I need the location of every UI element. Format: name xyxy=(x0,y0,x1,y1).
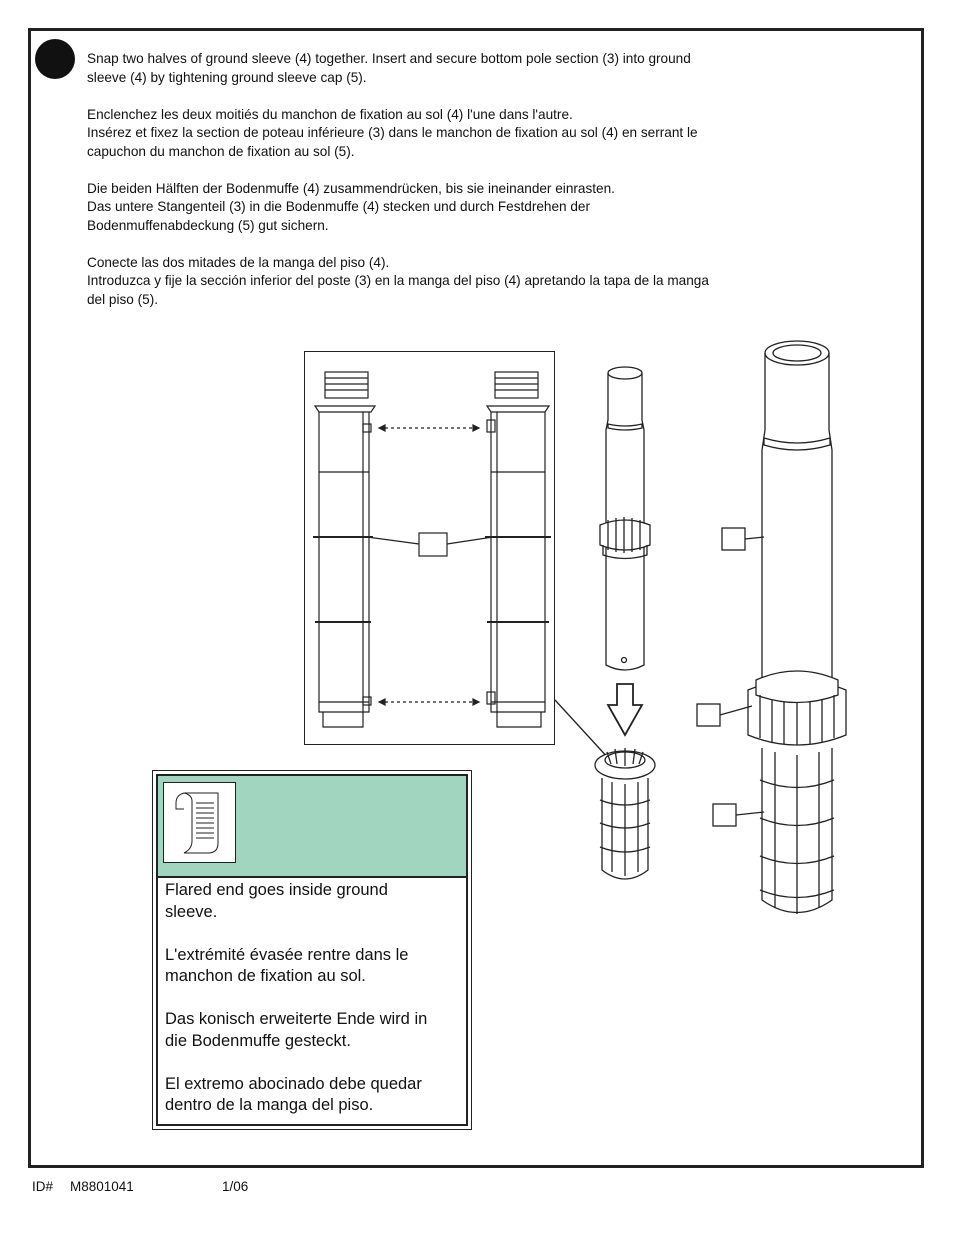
instruction-spanish: Conecte las dos mitades de la manga del piso (4). Introduzca y fije la sección inferior del poste (3) en la manga del piso (4) apretando la tapa de la manga del piso (5). xyxy=(87,254,709,307)
note-english: Flared end goes inside ground sleeve. xyxy=(165,881,388,921)
document-note-icon xyxy=(163,782,236,863)
note-text xyxy=(165,880,460,1138)
instruction-german: Die beiden Hälften der Bodenmuffe (4) zusammendrücken, bis sie ineinander einrasten. Das untere Stangenteil (3) in die Bodenmuffe (4) stecken und durch Festdrehen der Bodenmuffenabdeckung (5) gut sichern. xyxy=(87,180,615,233)
instruction-french: Enclenchez les deux moitiés du manchon de fixation au sol (4) l'une dans l'autre. Insérez et fixez la section de poteau inférieure (3) dans le manchon de fixation au sol (4) en serrant le capuchon du manchon de fixation au sol (5). xyxy=(87,106,698,159)
note-inner xyxy=(156,774,468,1126)
instruction-english: Snap two halves of ground sleeve (4) together. Insert and secure bottom pole section (3) into ground sleeve (4) by tightening ground sleeve cap (5). xyxy=(87,51,691,85)
note-spanish: El extremo abocinado debe quedar dentro de la manga del piso. xyxy=(165,1074,422,1114)
note-header xyxy=(158,776,466,878)
note-french: L'extrémité évasée rentre dans le manchon de fixation au sol. xyxy=(165,945,409,985)
footer-id-value: M8801041 xyxy=(70,1179,134,1194)
note-german: Das konisch erweiterte Ende wird in die Bodenmuffe gesteckt. xyxy=(165,1010,428,1050)
note-box xyxy=(152,770,472,1130)
footer-date: 1/06 xyxy=(222,1179,249,1194)
footer-id-label: ID# xyxy=(32,1179,54,1194)
